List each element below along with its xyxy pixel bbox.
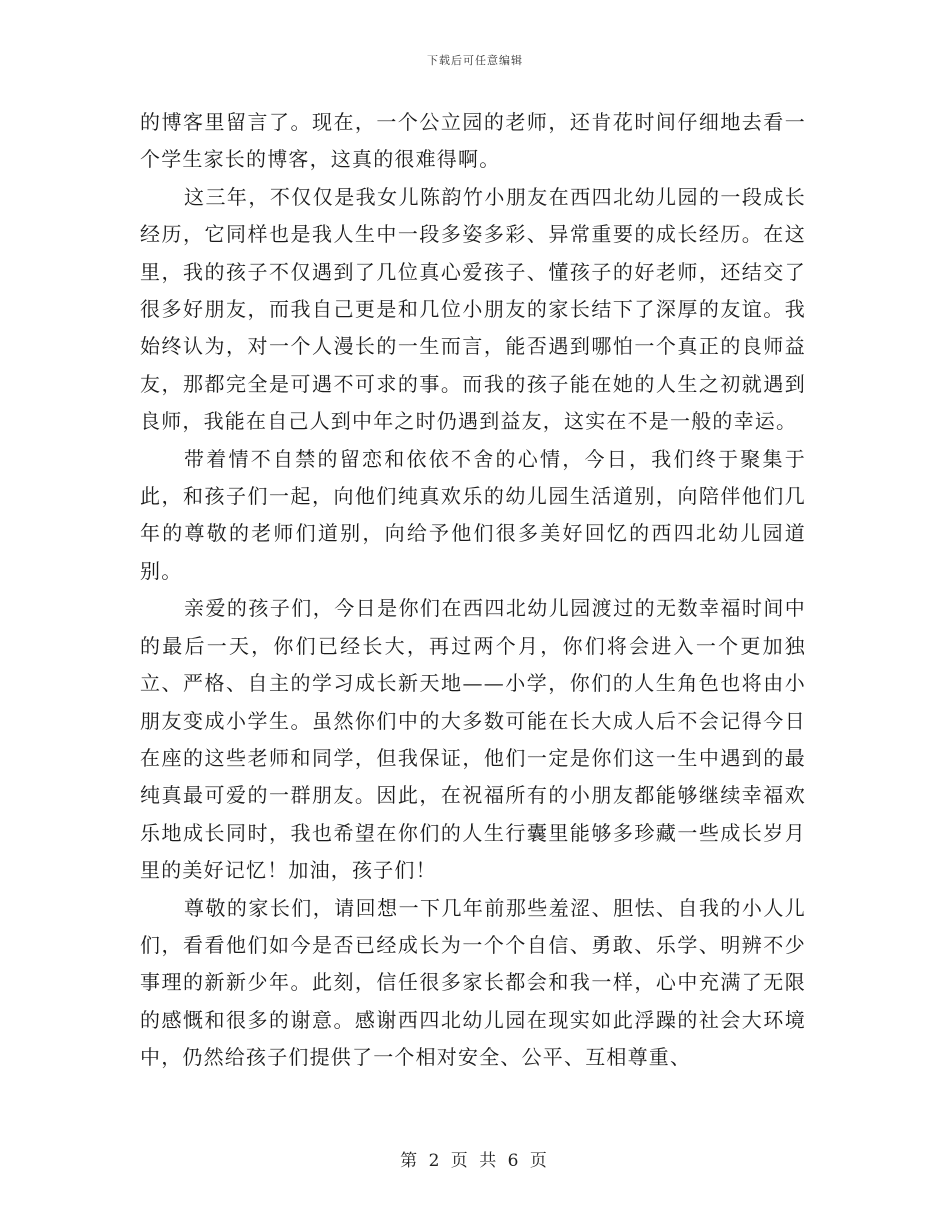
page-header: 下载后可任意编辑 [427, 54, 523, 67]
paragraph-3: 带着情不自禁的留恋和依依不舍的心情，今日，我们终于聚集于此，和孩子们一起，向他们纯真欢乐的幼儿园生活道别，向陪伴他们几年的尊敬的老师们道别，向给予他们很多美好回忆的西四北幼儿园道别。 [140, 446, 806, 583]
paragraph-5: 尊敬的家长们，请回想一下几年前那些羞涩、胆怯、自我的小人儿们，看看他们如今是否已经成长为一个个自信、勇敢、乐学、明辨不少事理的新新少年。此刻，信任很多家长都会和我一样，心中充满了无限的感慨和很多的谢意。感谢西四北幼儿园在现实如此浮躁的社会大环境中，仍然给孩子们提供了一个相对安全、公平、互相尊重、 [140, 895, 806, 1070]
document-body [140, 104, 806, 1077]
page-number-footer: 第 2 页 共 6 页 [400, 1151, 550, 1171]
paragraph-1: 的博客里留言了。现在，一个公立园的老师，还肯花时间仔细地去看一个学生家长的博客，这真的很难得啊。 [140, 110, 806, 172]
paragraph-2: 这三年，不仅仅是我女儿陈韵竹小朋友在西四北幼儿园的一段成长经历，它同样也是我人生中一段多姿多彩、异常重要的成长经历。在这里，我的孩子不仅遇到了几位真心爱孩子、懂孩子的好老师，还结交了很多好朋友，而我自己更是和几位小朋友的家长结下了深厚的友谊。我始终认为，对一个人漫长的一生而言，能否遇到哪怕一个真正的良师益友，那都完全是可遇不可求的事。而我的孩子能在她的人生之初就遇到良师，我能在自己人到中年之时仍遇到益友，这实在不是一般的幸运。 [140, 184, 806, 434]
paragraph-4: 亲爱的孩子们，今日是你们在西四北幼儿园渡过的无数幸福时间中的最后一天，你们已经长大，再过两个月，你们将会进入一个更加独立、严格、自主的学习成长新天地——小学，你们的人生角色也将由小朋友变成小学生。虽然你们中的大多数可能在长大成人后不会记得今日在座的这些老师和同学，但我保证，他们一定是你们这一生中遇到的最纯真最可爱的一群朋友。因此，在祝福所有的小朋友都能够继续幸福欢乐地成长同时，我也希望在你们的人生行囊里能够多珍藏一些成长岁月里的美好记忆！加油，孩子们！ [140, 596, 806, 883]
